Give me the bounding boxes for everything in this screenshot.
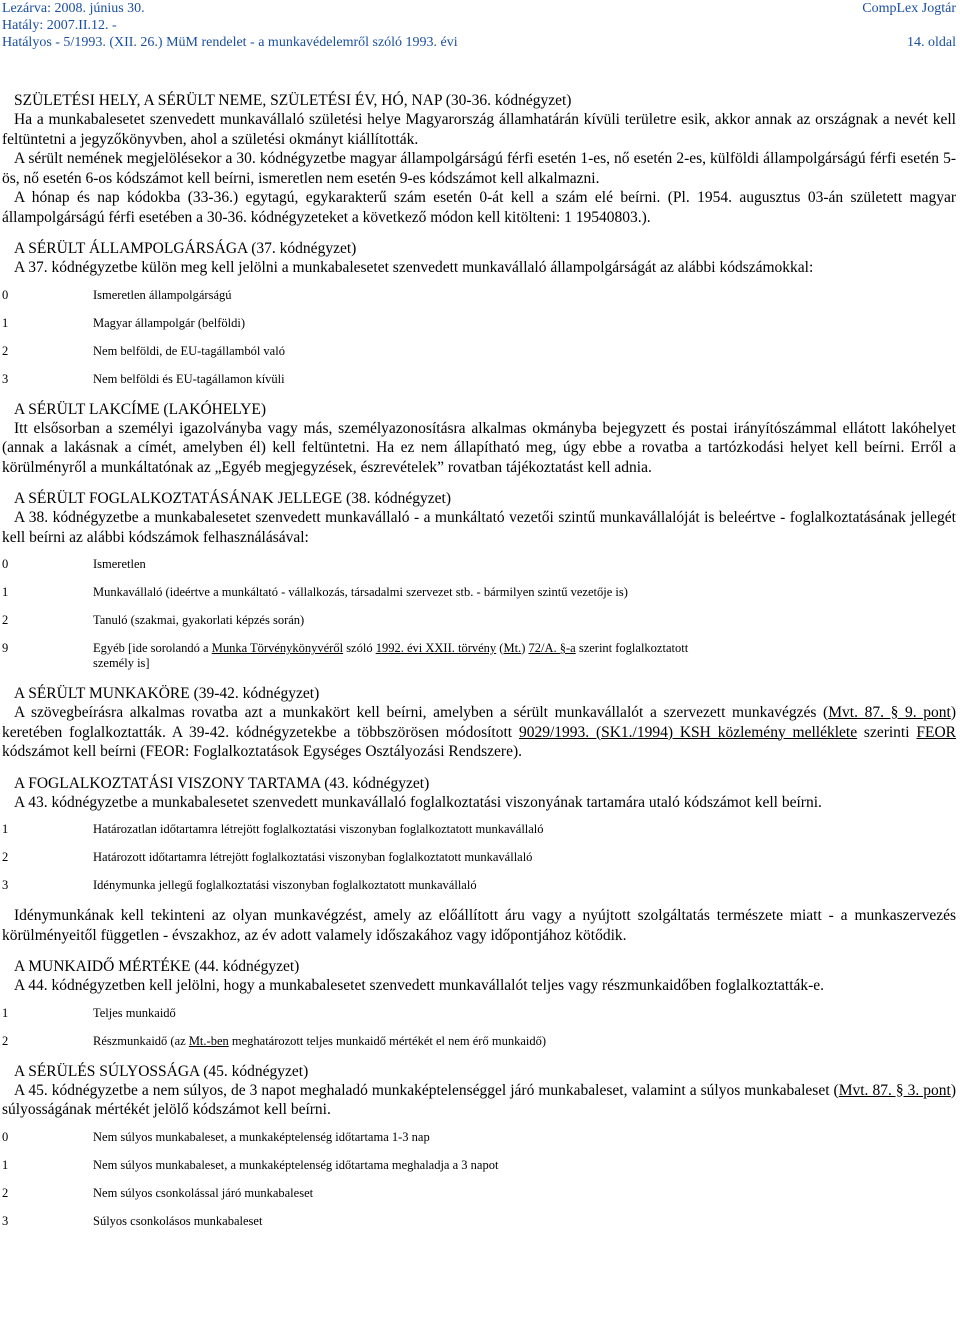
- code-number: 2: [2, 1185, 9, 1200]
- section-title: A SÉRÜLT FOGLALKOZTATÁSÁNAK JELLEGE (38. kódnégyzet): [14, 490, 452, 507]
- text: meghatározott teljes munkaidő mértékét el nem érő munkaidő): [228, 1033, 547, 1048]
- code-description: Nem belföldi és EU-tagállamon kívüli: [93, 371, 285, 386]
- code-number: 1: [2, 585, 9, 599]
- section-working-time: [0, 957, 960, 1049]
- text: ): [521, 641, 529, 655]
- paragraph: A 37. kódnégyzetbe külön meg kell jelölni a munkabalesetet szenvedett munkavállaló állampolgárságát az alábbi kódszámokkal:: [14, 259, 814, 276]
- code-number: 3: [2, 371, 9, 386]
- text: Egyéb [ide sorolandó a: [93, 641, 212, 655]
- code-row: [0, 1186, 960, 1201]
- text: ) keretében foglalkoztatták. A 39-42. kódnégyzetekbe a többszörösen módosított: [2, 704, 956, 741]
- code-row: [0, 850, 960, 865]
- document-title: Hatályos - 5/1993. (XII. 26.) MüM rendelet - a munkavédelemről szóló 1993. évi: [2, 35, 458, 50]
- code-description: Idénymunka jellegű foglalkoztatási viszonyban foglalkoztatott munkavállaló: [93, 878, 477, 892]
- section-title: A SÉRÜLÉS SÚLYOSSÁGA (45. kódnégyzet): [14, 1062, 309, 1080]
- text: (: [496, 641, 504, 655]
- code-number: 1: [2, 1005, 9, 1020]
- code-description: Magyar állampolgár (belföldi): [93, 315, 246, 330]
- law-link[interactable]: Munka Törvénykönyvéről: [211, 641, 344, 655]
- text: A szövegbeírásra alkalmas rovatba azt a munkakört kell beírni, amelyben a sérült munkavállalót a szervezett munkavégzés (: [14, 704, 829, 721]
- code-list: [0, 822, 960, 893]
- section-severity: [0, 1062, 960, 1229]
- code-list: [0, 288, 960, 387]
- code-description: Nem súlyos munkabaleset, a munkaképtelenség időtartama 1-3 nap: [93, 1129, 430, 1144]
- code-row: [0, 822, 960, 837]
- text: A 45. kódnégyzetbe a nem súlyos, de 3 napot meghaladó munkaképtelenséggel járó munkabaleset, valamint a súlyos munkabaleset (: [14, 1081, 839, 1099]
- section-title: SZÜLETÉSI HELY, A SÉRÜLT NEME, SZÜLETÉSI ÉV, HÓ, NAP (30-36. kódnégyzet): [14, 92, 572, 109]
- code-number: 2: [2, 1033, 9, 1048]
- code-row: [0, 557, 960, 572]
- code-description: [93, 1034, 793, 1049]
- code-description: Teljes munkaidő: [93, 1005, 176, 1020]
- text: szerint foglalkoztatott személy is]: [93, 641, 689, 670]
- code-row: [0, 344, 960, 359]
- paragraph: A sérült nemének megjelölésekor a 30. kódnégyzetbe magyar állampolgárságú férfi esetén 1-es, nő esetén 2-es, külföldi állampolgárságú férfi esetén 5-ös, nő esetén 6-os kódszámot kell beírni, ismeretlen nem esetén 9-es kódszámot kell alkalmazni.: [2, 150, 956, 187]
- code-description: Nem súlyos munkabaleset, a munkaképtelenség időtartama meghaladja a 3 napot: [93, 1157, 499, 1172]
- code-description: [93, 641, 693, 671]
- law-link[interactable]: Mvt. 87. § 9. pont: [828, 704, 951, 721]
- law-link[interactable]: FEOR: [916, 723, 956, 741]
- law-link[interactable]: Mt.: [503, 641, 522, 655]
- paragraph: A 44. kódnégyzetben kell jelölni, hogy a munkabalesetet szenvedett munkavállalót teljes vagy részmunkaidőben foglalkoztatták-e.: [14, 977, 825, 994]
- paragraph: A hónap és nap kódokba (33-36.) egytagú, egykarakterű szám esetén 0-át kell a szám elé beírni. (Pl. 1954. augusztus 03-án született magyar állampolgárságú férfi esetében a 30-36. kódnégyzeteket a következő módon kell kitölteni: 1 19540803.).: [2, 189, 956, 226]
- effective-date: Hatály: 2007.II.12. -: [2, 18, 117, 33]
- code-number: 0: [2, 557, 9, 571]
- code-row: [0, 585, 960, 600]
- code-row: [0, 878, 960, 893]
- publisher-name: CompLex Jogtár: [862, 1, 956, 16]
- code-description: Nem belföldi, de EU-tagállamból való: [93, 343, 285, 358]
- law-link[interactable]: Mvt. 87. § 3. pont: [838, 1081, 951, 1099]
- code-description: Ismeretlen állampolgárságú: [93, 287, 232, 302]
- section-title: A SÉRÜLT ÁLLAMPOLGÁRSÁGA (37. kódnégyzet): [14, 240, 357, 257]
- section-citizenship: [0, 239, 960, 387]
- code-row: [0, 316, 960, 331]
- code-row: [0, 613, 960, 628]
- code-description: Munkavállaló (ideértve a munkáltató - vállalkozás, társadalmi szervezet stb. - bármilyen szintű vezetője is): [93, 585, 628, 599]
- section-title: A SÉRÜLT MUNKAKÖRE (39-42. kódnégyzet): [14, 685, 320, 702]
- law-link[interactable]: 1992. évi XXII. törvény: [375, 641, 497, 655]
- law-link[interactable]: 72/A. §-a: [528, 641, 576, 655]
- code-list: [0, 557, 960, 671]
- code-number: 3: [2, 1213, 9, 1228]
- code-row: [0, 1130, 960, 1145]
- section-title: A MUNKAIDŐ MÉRTÉKE (44. kódnégyzet): [14, 958, 300, 975]
- paragraph: [2, 1081, 956, 1120]
- code-description: Határozatlan időtartamra létrejött foglalkoztatási viszonyban foglalkoztatott munkavállaló: [93, 822, 544, 836]
- section-employment-duration: [0, 774, 960, 946]
- section-title: A FOGLALKOZTATÁSI VISZONY TARTAMA (43. kódnégyzet): [14, 774, 430, 792]
- code-number: 1: [2, 822, 9, 836]
- code-number: 2: [2, 850, 9, 864]
- law-link[interactable]: Mt.-ben: [188, 1033, 229, 1048]
- code-row: [0, 1214, 960, 1229]
- text: kódszámot kell beírni (FEOR: Foglalkoztatások Egységes Osztályozási Rendszere).: [2, 743, 522, 760]
- paragraph: Ha a munkabalesetet szenvedett munkavállaló születési helye Magyarország államhatárán kívüli területre esik, akkor annak az országnak a nevét kell feltüntetni a jegyzőkönyvben, ahol a születési okmányt kiállították.: [2, 111, 956, 148]
- code-description: Nem súlyos csonkolással járó munkabaleset: [93, 1185, 314, 1200]
- code-description: Ismeretlen: [93, 557, 146, 571]
- text: szerinti: [857, 723, 917, 741]
- paragraph: A 43. kódnégyzetbe a munkabalesetet szenvedett munkavállaló foglalkoztatási viszonyának tartamára utaló kódszámot kell beírni.: [14, 793, 822, 811]
- code-row: [0, 641, 960, 671]
- code-list: [0, 1006, 960, 1049]
- paragraph: Itt elsősorban a személyi igazolványba vagy más, személyazonosításra alkalmas okmányba bejegyzett és postai irányítószámmal ellátott lakóhelyet (annak a lakásnak a címét, amelyben él) kell feltüntetni. Ha ez nem állapítható meg, úgy ebbe a rovatba a tartózkodási helyet kell beírni. Erről a körülményről a munkáltatónak az „Egyéb megjegyzések, észrevételek” rovatban tájékoztatást kell adnia.: [2, 419, 956, 476]
- paragraph: Idénymunkának kell tekinteni az olyan munkavégzést, amely az előállított áru vagy a nyújtott szolgáltatás természete miatt - a munkaszervezés körülményeitől független - évszakhoz, az év adott valamely időszakához vagy időpontjához kötődik.: [2, 907, 956, 944]
- code-row: [0, 1006, 960, 1021]
- code-description: Súlyos csonkolásos munkabaleset: [93, 1213, 263, 1228]
- law-link[interactable]: 9029/1993. (SK1./1994) KSH közlemény melléklete: [518, 723, 858, 741]
- section-address: [0, 400, 960, 478]
- code-number: 0: [2, 287, 9, 302]
- text: Részmunkaidő (az: [93, 1033, 189, 1048]
- page-header: [2, 0, 956, 51]
- code-number: 9: [2, 641, 9, 655]
- paragraph: A 38. kódnégyzetbe a munkabalesetet szenvedett munkavállaló - a munkáltató vezetői szintű munkavállalóját is beleértve - foglalkoztatásának jellegét kell beírni az alábbi kódszámok felhasználásával:: [2, 509, 956, 546]
- text: szóló: [343, 641, 376, 655]
- paragraph: [2, 703, 956, 762]
- section-title: A SÉRÜLT LAKCÍME (LAKÓHELYE): [14, 400, 267, 418]
- code-description: Határozott időtartamra létrejött foglalkoztatási viszonyban foglalkoztatott munkavállaló: [93, 850, 533, 864]
- code-number: 0: [2, 1129, 9, 1144]
- code-number: 2: [2, 613, 9, 627]
- section-birth: [0, 91, 960, 227]
- section-job: [0, 684, 960, 762]
- code-number: 1: [2, 1157, 9, 1172]
- page-number: 14. oldal: [907, 35, 956, 50]
- code-row: [0, 372, 960, 387]
- text: ) súlyosságának mértékét jelölő kódszámot kell beírni.: [2, 1081, 956, 1118]
- code-list: [0, 1130, 960, 1229]
- document-body: [0, 91, 960, 1242]
- code-number: 3: [2, 878, 9, 892]
- code-row: [0, 1034, 960, 1049]
- closed-date: Lezárva: 2008. június 30.: [2, 1, 145, 16]
- code-number: 2: [2, 343, 9, 358]
- code-row: [0, 1158, 960, 1173]
- section-employment-type: [0, 489, 960, 671]
- code-row: [0, 288, 960, 303]
- code-description: Tanuló (szakmai, gyakorlati képzés során): [93, 613, 305, 627]
- code-number: 1: [2, 315, 9, 330]
